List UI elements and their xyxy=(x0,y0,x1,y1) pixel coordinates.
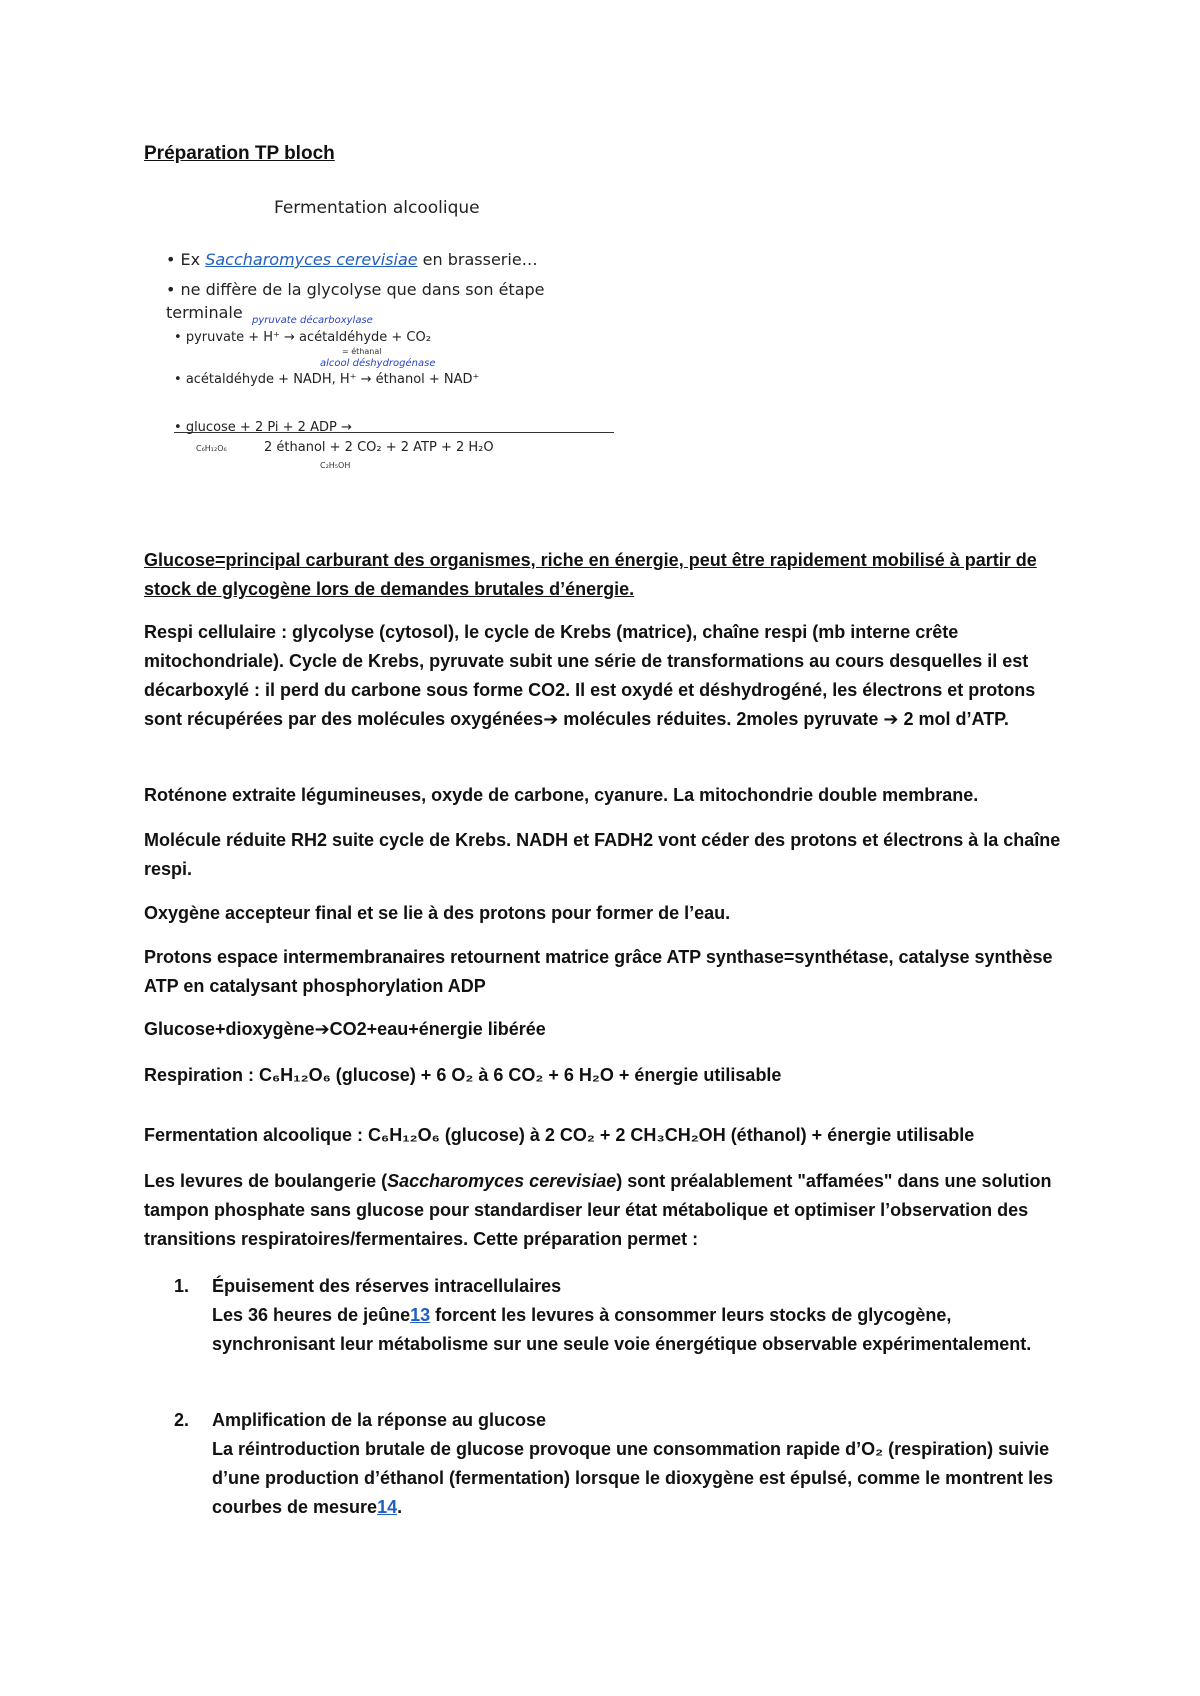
document-title: Préparation TP bloch xyxy=(144,143,335,164)
list-item-text: La réintroduction brutale de glucose provoque une consommation rapide d’O₂ (respiration) suivie d’une production d’éthanol (fermentation) lorsque le dioxygène est épulsé, comme le montrent les courbes de mesure14. xyxy=(212,1439,1054,1517)
paragraph-global-equation: Glucose+dioxygène➔CO2+eau+énergie libérée xyxy=(144,1019,546,1039)
arrow-icon: ➔ xyxy=(883,709,899,729)
ethanol-formula: C₂H₅OH xyxy=(320,461,351,470)
footnote-link-13[interactable]: 13 xyxy=(410,1305,431,1325)
slide-title: Fermentation alcoolique xyxy=(274,198,480,218)
paragraph-respiration-equation: Respiration : C₆H₁₂O₆ (glucose) + 6 O₂ à 6 CO₂ + 6 H₂O + énergie utilisable xyxy=(144,1065,782,1085)
paragraph-rotenone: Roténone extraite légumineuses, oxyde de carbone, cyanure. La mitochondrie double membrane. xyxy=(144,785,979,805)
glucose-formula: C₆H₁₂O₆ xyxy=(196,444,227,453)
arrow-icon: ➔ xyxy=(314,1019,330,1039)
enzyme-label-1: pyruvate décarboxylase xyxy=(252,315,373,326)
paragraph-fermentation-equation: Fermentation alcoolique : C₆H₁₂O₆ (glucose) à 2 CO₂ + 2 CH₃CH₂OH (éthanol) + énergie utilisable xyxy=(144,1125,975,1145)
reaction-3-line-2: 2 éthanol + 2 CO₂ + 2 ATP + 2 H₂O xyxy=(264,440,494,455)
footnote-link-14[interactable]: 14 xyxy=(377,1497,398,1517)
paragraph-oxygen: Oxygène accepteur final et se lie à des protons pour former de l’eau. xyxy=(144,903,731,923)
list-item-heading: Épuisement des réserves intracellulaires xyxy=(212,1276,562,1296)
paragraph-respiration: Respi cellulaire : glycolyse (cytosol), le cycle de Krebs (matrice), chaîne respi (mb interne crête mitochondriale). Cycle de Krebs, pyruvate subit une série de transformations au cours desquelles il est décarboxylé : il perd du carbone sous forme CO2. Il est oxydé et déshydrogéné, les électrons et protons sont récupérées par des molécules oxygénées➔ molécules réduites. 2moles pyruvate ➔ 2 mol d’ATP. xyxy=(144,622,1036,729)
paragraph-protons: Protons espace intermembranaires retournent matrice grâce ATP synthase=synthétase, catalyse synthèse ATP en catalysant phosphorylation ADP xyxy=(144,947,1053,996)
arrow-icon: ➔ xyxy=(543,709,559,729)
reaction-1-note: = éthanal xyxy=(342,347,382,356)
species-link[interactable]: Saccharomyces cerevisiae xyxy=(205,250,418,269)
embedded-slide-image xyxy=(144,190,614,510)
list-item: 1. Épuisement des réserves intracellulaires Les 36 heures de jeûne13 forcent les levures à consommer leurs stocks de glycogène, synchronisant leur métabolisme sur une seule voie énergétique observable expérimentalement. xyxy=(174,1272,1064,1388)
list-item-heading: Amplification de la réponse au glucose xyxy=(212,1410,547,1430)
slide-bullet-1: • Ex Saccharomyces cerevisiae en brasserie… xyxy=(166,250,538,269)
slide-bullet-2: • ne diffère de la glycolyse que dans son étape terminale xyxy=(166,280,545,322)
paragraph-reduced-molecule: Molécule réduite RH2 suite cycle de Krebs. NADH et FADH2 vont céder des protons et électrons à la chaîne respi. xyxy=(144,830,1061,879)
list-item-text: Les 36 heures de jeûne13 forcent les levures à consommer leurs stocks de glycogène, synchronisant leur métabolisme sur une seule voie énergétique observable expérimentalement. xyxy=(212,1305,1032,1354)
enzyme-label-2: alcool déshydrogénase xyxy=(320,358,436,369)
reaction-3-line-1: • glucose + 2 Pi + 2 ADP → xyxy=(174,420,352,435)
paragraph-yeast-preparation: Les levures de boulangerie (Saccharomyces cerevisiae) sont préalablement "affamées" dans une solution tampon phosphate sans glucose pour standardiser leur état métabolique et optimiser l’observation des transitions respiratoires/fermentaires. Cette préparation permet : xyxy=(144,1171,1052,1249)
list-item: 2. Amplification de la réponse au glucose La réintroduction brutale de glucose provoque une consommation rapide d’O₂ (respiration) suivie d’une production d’éthanol (fermentation) lorsque le dioxygène est épulsé, comme le montrent les courbes de mesure14. xyxy=(174,1406,1064,1522)
reaction-1: • pyruvate + H⁺ → acétaldéhyde + CO₂ xyxy=(174,330,431,345)
paragraph-glucose: Glucose=principal carburant des organismes, riche en énergie, peut être rapidement mobilisé à partir de stock de glycogène lors de demandes brutales d’énergie. xyxy=(144,550,1037,599)
reaction-2: • acétaldéhyde + NADH, H⁺ → éthanol + NAD⁺ xyxy=(174,372,480,387)
